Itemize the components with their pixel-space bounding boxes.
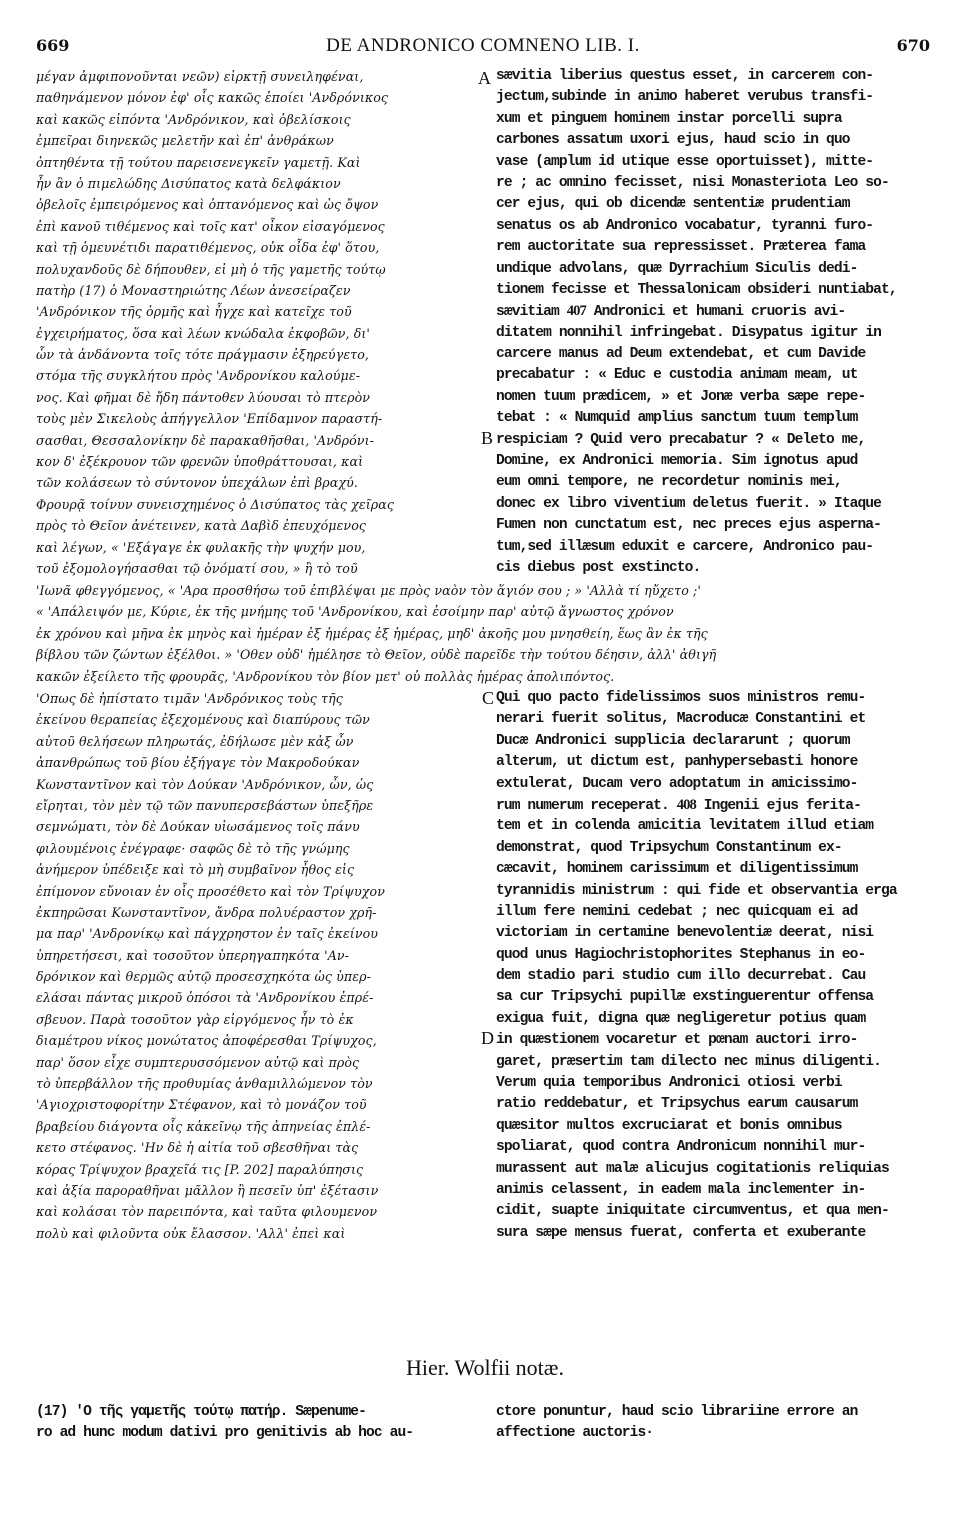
latin-text-line: [496, 301, 936, 322]
latin-text-line: [496, 1073, 936, 1094]
line-text: nerari fuerit solitus, Macroducæ Constantini et: [496, 711, 866, 728]
page-marker-number: 408: [676, 796, 696, 813]
greek-text-line: ἐπίμονον εὔνοιαν ἐν οἷς προσέθετο καὶ τὸν Τρίψυχον: [36, 883, 385, 899]
line-text: senatus os ab Andronico vocabatur, tyranni furo-: [496, 217, 874, 234]
latin-text-line: [496, 173, 936, 194]
greek-text-line: μα παρ' 'Ανδρονίκῳ καὶ πάγχρηστον ἐν ταῖς ἐκείνου: [36, 926, 379, 942]
latin-text-line: [496, 558, 936, 579]
latin-text-line: [496, 130, 936, 151]
greek-text-line: εἴρηται, τὸν μὲν τῷ τῶν πανυπερσεβάστων ὑπεξῆρε: [36, 797, 374, 813]
latin-text-line: [496, 1201, 936, 1222]
latin-text-line: [496, 966, 936, 987]
line-text: Qui quo pacto fidelissimos suos ministros remu-: [496, 690, 866, 706]
greek-text-line: ὧν τὰ ἁνδάνοντα τοῖς τότε πράγμασιν ἐξηρεύγετο,: [36, 347, 370, 363]
latin-column-section-2: [496, 688, 936, 1244]
greek-text-line: φιλουμένοις ἐνέγραφε· σαφῶς δὲ τὸ τῆς γνώμης: [36, 840, 350, 856]
note-text-line: affectione auctoris·: [496, 1425, 654, 1442]
latin-text-line: [496, 237, 936, 258]
notes-heading: Hier. Wolfii notæ.: [406, 1355, 564, 1380]
line-text: xum et pinguem hominem instar porcelli supra: [496, 110, 842, 127]
latin-text-line: [496, 365, 936, 386]
latin-text-line: [496, 731, 936, 752]
greek-text-line: διαμέτρου νίκος μονώτατος ἀποφέρεσθαι Τρίψυχος,: [36, 1033, 377, 1049]
latin-text-line: [496, 1137, 936, 1158]
greek-text-line: κον δ' ἐξέκρουον τῶν φρενῶν ὑποθράττουσαι, καὶ: [36, 454, 364, 470]
margin-letter-a: A: [478, 68, 491, 88]
greek-column-section-1: [36, 66, 494, 579]
greek-text-line: 'Οπως δὲ ἠπίστατο τιμᾶν 'Ανδρόνικος τοὺς τῆς: [36, 691, 343, 706]
page-marker-number: 407: [566, 303, 586, 320]
greek-text-line: πολὺ καὶ φιλοῦντα οὐκ ἔλασσον. 'Αλλ' ἐπεὶ καὶ: [36, 1225, 346, 1241]
line-text: exigua fuit, digna quæ negligeretur potius quam: [496, 1010, 866, 1027]
greek-text-line: δρόνικον καὶ θερμῶς αὐτῷ προσεσχηκότα ὡς ὑπερ-: [36, 969, 372, 985]
greek-text-line: βίβλου τῶν ζώντων ἐξέλθοι. » 'Οθεν οὐδ' ἠμέλησε τὸ Θεῖον, οὐδὲ παρεῖδε τὴν τούτου δέησιν, ἀλλ' ἀθιγῆ: [36, 647, 717, 663]
line-text: quod unus Hagiochristophorites Stephanus in eo-: [496, 946, 866, 963]
line-text: Domine, ex Andronici memoria. Sim ignotus apud: [496, 453, 858, 470]
latin-text-line: [496, 280, 936, 301]
latin-text-line: [496, 494, 936, 515]
line-text: tum,sed illæsum eduxit e carcere, Andronico pau-: [496, 538, 874, 555]
greek-full-width-passage: [36, 580, 936, 687]
line-text-before: rum numerum receperat.: [496, 797, 677, 814]
line-text: animis celassent, in eadem mala inclementer in-: [496, 1181, 866, 1198]
margin-letter-d: D: [481, 1028, 494, 1048]
line-text: jectum,subinde in animo haberet verubus transfi-: [496, 89, 874, 106]
line-text: precabatur : « Educ e custodia animam meam, ut: [496, 367, 858, 384]
line-text: illum fere nemini cedebat ; nec quicquam ei ad: [496, 903, 858, 920]
line-text: re ; ac omnino fecisset, nisi Monasteriota Leo so-: [496, 174, 889, 191]
line-text: Andronici et humani cruoris avi-: [585, 304, 846, 321]
greek-text-line: 'Ανδρόνικον τῆς ὁρμῆς καὶ ἦγχε καὶ κατεῖχε τοῦ: [36, 304, 352, 320]
greek-text-line: παθηνάμενον μόνον ἐφ' οἷς κακῶς ἐποίει 'Ανδρόνικος: [36, 90, 389, 106]
line-text: ditatem nonnihil infringebat. Disypatus igitur in: [496, 324, 882, 341]
latin-text-line: [496, 408, 936, 429]
greek-text-line: « 'Απάλειψόν με, Κύριε, ἐκ τῆς μνήμης τοῦ 'Ανδρονίκου, καὶ ἐσοίμην παρ' αὐτῷ ἄγνωστος χρόνον: [36, 604, 674, 620]
latin-text-line: [496, 709, 936, 730]
line-text: ratio reddebatur, et Tripsychus earum causarum: [496, 1096, 858, 1113]
line-text: rem auctoritate sua repressisset. Præterea fama: [496, 239, 866, 256]
latin-text-line: [496, 259, 936, 280]
greek-text-line: τοῦ ἐξομολογήσασθαι τῷ ὀνόματί σου, » ἢ τὸ τοῦ: [36, 560, 358, 576]
line-text: vase (amplum id utique esse oportuisset), mitte-: [496, 153, 874, 170]
latin-text-line: [496, 881, 936, 902]
latin-text-line: [496, 838, 936, 859]
running-title: DE ANDRONICO COMNENO LIB. I.: [326, 35, 640, 56]
line-text: tebat : « Numquid amplius sanctum tuum templum: [496, 410, 858, 427]
latin-text-line: [496, 216, 936, 237]
page-number-right: 670: [896, 36, 930, 55]
note-text-line: ctore ponuntur, haud scio librariine errore an: [496, 1404, 858, 1420]
greek-text-line: ἐμπεῖραι διηνεκῶς μελετῆν καὶ ἐπ' ἀνθράκων: [36, 133, 334, 149]
latin-text-line: [496, 194, 936, 215]
greek-text-line: ὀπτηθέντα τῇ τούτου παρεισενεγκεῖν γαμετῇ. Καὶ: [36, 154, 361, 170]
greek-text-line: 'Αγιοχριστοφορίτην Στέφανον, καὶ τὸ μονάζον τοῦ: [36, 1097, 367, 1113]
greek-text-line: ὀβελοῖς ἐμπειρόμενος καὶ ὀπτανόμενος καὶ ὡς ὄψον: [36, 197, 379, 213]
line-text: Fumen non cunctatum est, nec preces ejus asperna-: [496, 517, 882, 534]
line-text: respiciam ? Quid vero precabatur ? « Deleto me,: [496, 431, 866, 448]
latin-text-line: [496, 537, 936, 558]
latin-text-line: [496, 945, 936, 966]
greek-text-line: σβευον. Παρὰ τοσοῦτον γὰρ εἰργόμενος ἦν τὸ ἐκ: [36, 1011, 354, 1027]
greek-text-line: ἐπὶ κανοῦ τιθέμενος καὶ τοῖς κατ' οἶκον εἰσαγόμενος: [36, 218, 385, 234]
greek-text-line: στόμα τῆς συγκλήτου πρὸς 'Ανδρονίκου καλούμε-: [36, 368, 361, 384]
greek-column-section-2: [36, 688, 494, 1244]
line-text: nomen tuum prædicem, » et Jonæ verba sæpe repe-: [496, 388, 866, 405]
line-text: dem stadio pari studio cum illo decurrebat. Cau: [496, 968, 866, 985]
latin-text-line: [496, 902, 936, 923]
line-text: spoliarat, quod contra Andronicum nonnihil mur-: [496, 1139, 866, 1156]
line-text: sura sæpe mensus fuerat, conferta et exuberante: [496, 1224, 866, 1241]
line-text: undique advolans, quæ Dyrrachium Siculis dedi-: [496, 260, 858, 277]
greek-text-line: καὶ κολάσαι τὸν παρειπόντα, καὶ ταῦτα φιλουμενον: [36, 1204, 378, 1220]
margin-letter-b: B: [481, 428, 494, 448]
line-text: quæsitor multos excruciarat et bonis omnibus: [496, 1117, 842, 1134]
greek-text-line: μέγαν ἀμφιπονοῦνται νεῶν) εἱρκτῇ συνειληφέναι,: [36, 69, 364, 84]
latin-text-line: [496, 87, 936, 108]
note-right-column: [496, 1402, 936, 1445]
latin-text-line: [496, 1116, 936, 1137]
line-text: extulerat, Ducam vero adoptatum in amicissimo-: [496, 775, 858, 792]
latin-text-line: [496, 430, 936, 451]
line-text: Verum quia temporibus Andronici otiosi verbi: [496, 1075, 842, 1092]
margin-letter-c: C: [482, 688, 495, 708]
greek-text-line: ἀπανθρώπως τοῦ βίου ἐξήγαγε τὸν Μακροδούκαν: [36, 755, 360, 771]
greek-text-line: ελάσαι πάντας μικροῦ ὁπόσοι τὰ 'Ανδρονίκου ἐπρέ-: [36, 990, 374, 1006]
greek-text-line: κετο στέφανος. 'Ην δὲ ἡ αἰτία τοῦ σβεσθῆναι τὰς: [36, 1140, 359, 1156]
greek-text-line: ἀνήμερον ὑπέδειξε καὶ τὸ μὴ συμβαῖνον ἦθος εἰς: [36, 862, 355, 878]
greek-text-line: κόρας Τρίψυχον βραχεῖά τις [P. 202] παραλύπησις: [36, 1161, 364, 1177]
greek-text-line: ἐκπηρῶσαι Κωνσταντῖνον, ἄνδρα πολυέραστον χρῆ-: [36, 904, 377, 920]
line-text: Ingenii ejus ferita-: [695, 797, 861, 814]
latin-text-line: [496, 859, 936, 880]
latin-text-line: [496, 1052, 936, 1073]
latin-text-line: [496, 987, 936, 1008]
greek-text-line: 'Ιωνᾶ φθεγγόμενος, « 'Αρα προσθήσω τοῦ ἐπιβλέψαι με πρὸς ναὸν τὸν ἅγιόν σου ; » 'Αλλὰ τί ηὔχετο ;': [36, 583, 701, 598]
latin-text-line: [496, 923, 936, 944]
line-text: alterum, ut dictum est, panhypersebasti honore: [496, 754, 858, 771]
line-text: cis diebus post exstincto.: [496, 559, 701, 576]
latin-text-line: [496, 795, 936, 816]
line-text: cidit, suapte iniquitate circumventus, et qua men-: [496, 1203, 889, 1220]
line-text: in quæstionem vocaretur et pœnam auctori irro-: [496, 1032, 858, 1049]
greek-text-line: καὶ λέγων, « 'Εξάγαγε ἐκ φυλακῆς τὴν ψυχήν μου,: [36, 539, 366, 555]
greek-text-line: σεμνώματι, τὸν δὲ Δούκαν υἱωσάμενος τοῖς πάνυ: [36, 819, 360, 835]
line-text: Ducæ Andronici supplicia declararunt ; quorum: [496, 732, 850, 749]
greek-text-line: ἐκ χρόνου καὶ μῆνα ἐκ μηνὸς καὶ ἡμέραν ἐξ ἡμέρας ἐξ ἡμέρας, μηδ' ἀκοῆς μου μνησθείη, ἕως ἂν ἐκ τῆς: [36, 625, 708, 641]
line-text: tem et in colenda amicitia levitatem illud etiam: [496, 818, 874, 835]
line-text: carbones assatum uxori ejus, haud scio in quo: [496, 132, 850, 149]
greek-text-line: ἦν ἂν ὁ πιμελώδης Δισύπατος κατὰ δελφάκιον: [36, 175, 341, 191]
greek-text-line: τῶν κολάσεων τὸ σύντονον ὑπεχάλων ἐπὶ βραχύ.: [36, 475, 359, 491]
latin-text-line: [496, 774, 936, 795]
note-text-line: ro ad hunc modum dativi pro genitivis ab hoc au-: [36, 1425, 414, 1442]
greek-text-line: ἐγχειρήματος, ὅσα καὶ λέων κνώδαλα ἐκφοβῶν, δι': [36, 325, 370, 341]
latin-text-line: [496, 1180, 936, 1201]
greek-text-line: πατὴρ (17) ὁ Μοναστηριώτης Λέων ἀνεσείραζεν: [36, 282, 351, 298]
latin-text-line: [496, 451, 936, 472]
latin-text-line: [496, 66, 936, 87]
greek-text-line: καὶ τῇ ὁμευνέτιδι παρατιθέμενος, οὐκ οἶδα ἐφ' ὅτου,: [36, 240, 380, 256]
line-text-before: sævitiam: [496, 304, 567, 321]
greek-text-line: σασθαι, Θεσσαλονίκην δὲ παρακαθῆσθαι, 'Ανδρόνι-: [36, 432, 375, 448]
line-text: tionem fecisse et Thessalonicam obsideri nuntiabat,: [496, 281, 897, 298]
latin-text-line: [496, 1009, 936, 1030]
greek-text-line: πρὸς τὸ Θεῖον ἀνέτεινεν, κατὰ Δαβὶδ ἐπευχόμενος: [36, 518, 367, 534]
page-number-left: 669: [36, 36, 70, 55]
latin-text-line: [496, 109, 936, 130]
latin-text-line: [496, 387, 936, 408]
line-text: sa cur Tripsychi pupillæ exstinguerentur offensa: [496, 989, 874, 1006]
greek-text-line: πολυχανδοῦς δὲ δήπουθεν, εἰ μὴ ὁ τῆς γαμετῆς τούτῳ: [36, 261, 386, 277]
line-text: murassent aut malæ alicujus cogitationis reliquias: [496, 1160, 889, 1177]
greek-text-line: τοὺς μὲν Σικελοὺς ἀπήγγελλον 'Επίδαμνον παραστή-: [36, 411, 383, 427]
latin-text-line: [496, 515, 936, 536]
latin-text-line: [496, 752, 936, 773]
greek-text-line: βραβείου διάγοντα οἷς κἀκεῖνῳ τῆς ἀπηνείας ἐπλέ-: [36, 1118, 371, 1134]
latin-text-line: [496, 1094, 936, 1115]
line-text: tyrannidis ministrum : qui fide et observantia erga: [496, 882, 897, 899]
latin-text-line: [496, 323, 936, 344]
greek-text-line: ὑπηρετήσεσι, καὶ τοσοῦτον ὑπερηγαπηκότα 'Αν-: [36, 947, 350, 963]
line-text: cæcavit, hominem carissimum et diligentissimum: [496, 861, 858, 878]
line-text: cer ejus, qui ob dicendæ sententiæ prudentiam: [496, 196, 850, 213]
latin-text-line: [496, 472, 936, 493]
latin-text-line: [496, 688, 936, 709]
line-text: donec ex libro viventium deletus fuerit. » Itaque: [496, 495, 882, 512]
page-header: [36, 35, 930, 61]
latin-text-line: [496, 1030, 936, 1051]
greek-text-line: καὶ κακῶς εἰπόντα 'Ανδρόνικον, καὶ ὀβελίσκοις: [36, 111, 351, 127]
line-text: eum omni tempore, ne recordetur nominis mei,: [496, 474, 842, 491]
latin-text-line: [496, 344, 936, 365]
latin-column-section-1: [496, 66, 936, 579]
greek-text-line: ἐκείνου θεραπείας ἐξεχομένους καὶ διαπύρους τῶν: [36, 712, 370, 728]
latin-text-line: [496, 1223, 936, 1244]
latin-text-line: [496, 1159, 936, 1180]
greek-text-line: κακῶν ἐξείλετο τῆς φρουρᾶς, 'Ανδρονίκου τὸν βίον μετ' οὐ πολλὰς ἡμέρας ἀπολιπόντος.: [36, 668, 615, 684]
greek-text-line: νος. Καὶ φῆμαι δὲ ἤδη πάντοθεν λύουσαι τὸ πτερὸν: [36, 389, 371, 405]
greek-text-line: Φρουρᾷ τοίνυν συνεισχημένος ὁ Δισύπατος τὰς χεῖρας: [36, 496, 395, 512]
line-text: demonstrat, quod Tripsychum Constantinum ex-: [496, 839, 842, 856]
line-text: sævitia liberius questus esset, in carcerem con-: [496, 68, 874, 84]
line-text: carcere manus ad Deum extendebat, et cum Davide: [496, 346, 866, 363]
latin-text-line: [496, 152, 936, 173]
greek-text-line: αὐτοῦ θελήσεων πληρωτάς, ἐδήλωσε μὲν κἀξ ὧν: [36, 733, 354, 749]
greek-text-line: παρ' ὅσον εἶχε συμπτερυσσόμενον αὐτῷ καὶ πρὸς: [36, 1054, 360, 1070]
line-text: garet, præsertim tam dilecto nec minus diligenti.: [496, 1053, 882, 1070]
greek-text-line: Κωνσταντῖνον καὶ τὸν Δούκαν 'Ανδρόνικον, ὧν, ὡς: [36, 776, 374, 792]
note-text-line: (17) 'Ο τῆς γαμετῆς τούτῳ πατήρ. Sæpenume-: [36, 1404, 367, 1420]
latin-text-line: [496, 816, 936, 837]
line-text: victoriam in certamine benevolentiæ deerat, nisi: [496, 925, 874, 942]
note-left-column: [36, 1402, 486, 1445]
greek-text-line: τὸ ὑπερβάλλον τῆς προθυμίας ἁνθαμιλλώμενον τὸν: [36, 1076, 373, 1092]
greek-text-line: καὶ ἀξία παροραθῆναι μᾶλλον ἢ πεσεῖν ὑπ' ἐξέτασιν: [36, 1182, 379, 1198]
